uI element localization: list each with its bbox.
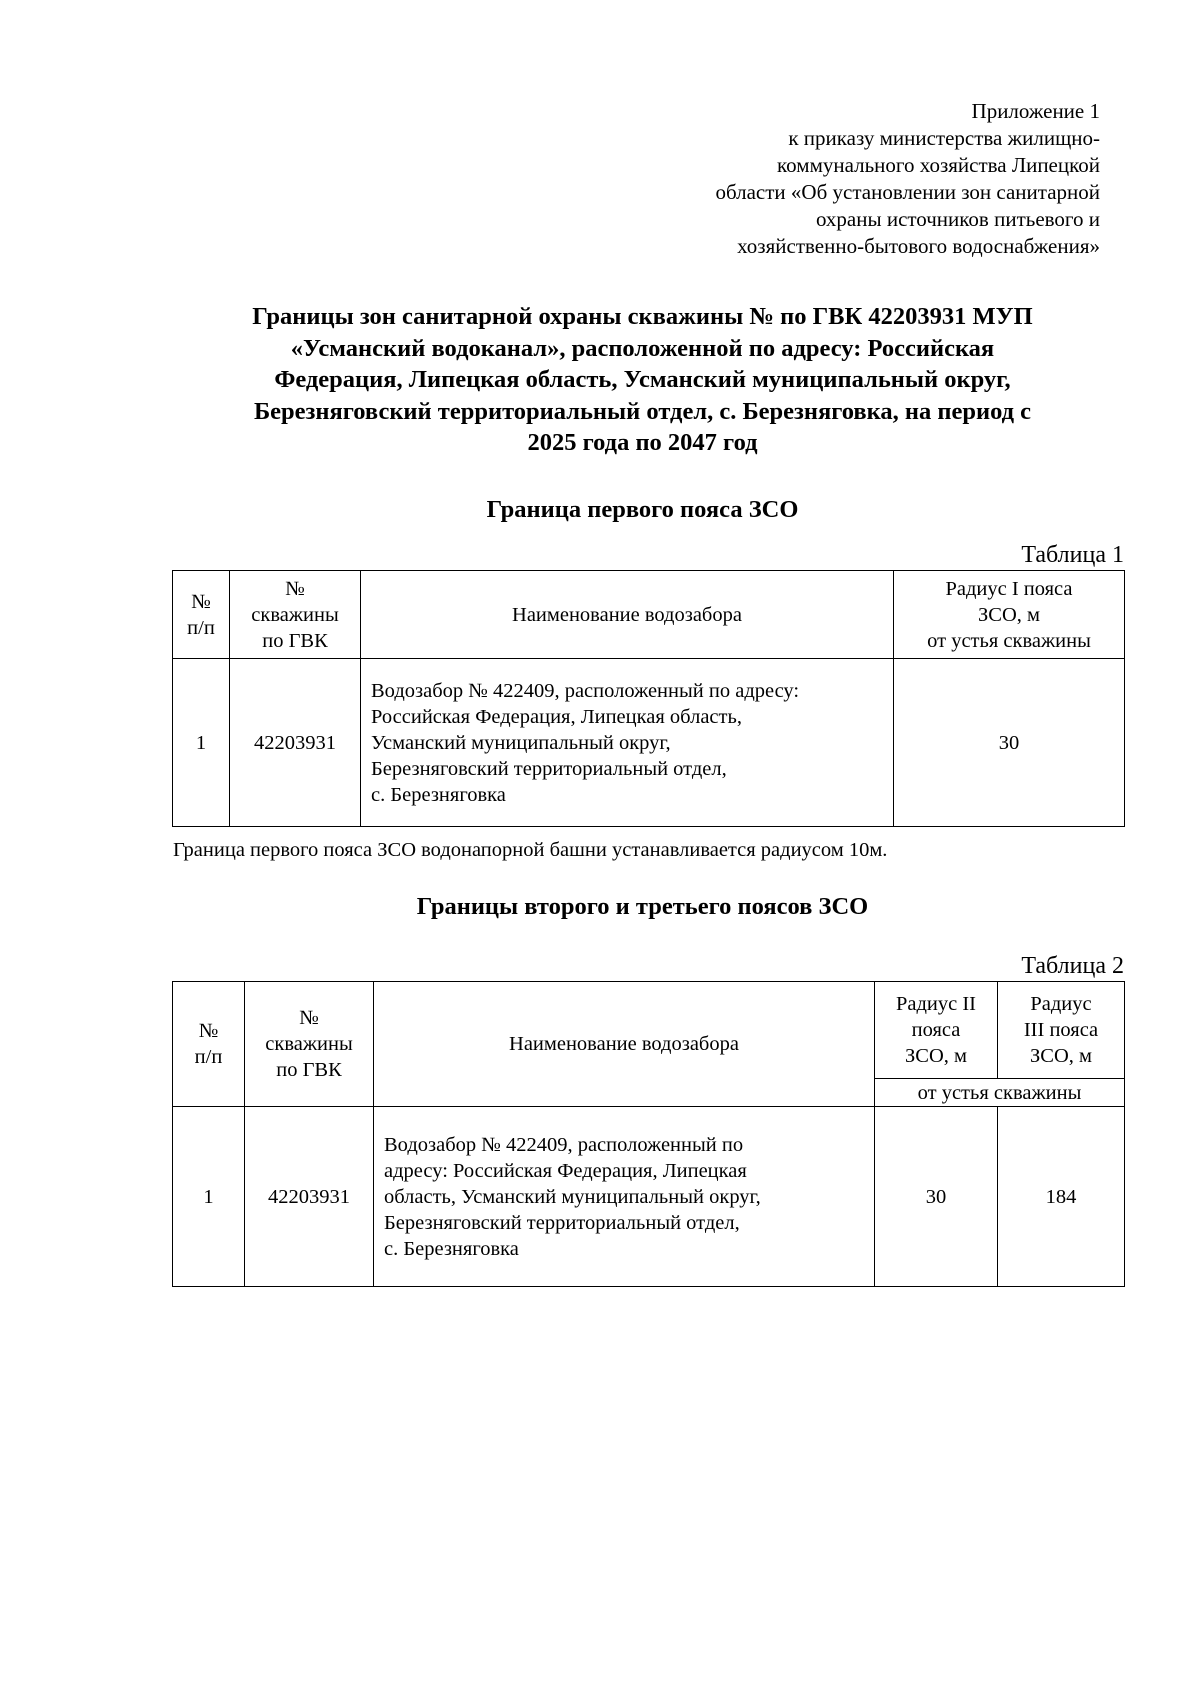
cell-num: 1 bbox=[173, 1107, 245, 1287]
document-title bbox=[160, 301, 1125, 459]
cell-well: 42203931 bbox=[245, 1107, 374, 1287]
header-from-wellhead: от устья скважины bbox=[875, 1079, 1125, 1107]
cell-name: Водозабор № 422409, расположенный по адресу: Российская Федерация, Липецкая область, Усманский муниципальный округ, Березняговский территориальный отдел, с. Березняговка bbox=[361, 659, 894, 827]
table-row bbox=[173, 659, 1125, 827]
header-well: № скважины по ГВК bbox=[230, 571, 361, 659]
cell-num: 1 bbox=[173, 659, 230, 827]
appendix-block bbox=[540, 98, 1100, 260]
table2 bbox=[172, 981, 1125, 1287]
table1-caption: Таблица 1 bbox=[1021, 542, 1124, 568]
appendix-line: к приказу министерства жилищно- bbox=[788, 126, 1100, 150]
header-radius-3: Радиус III пояса ЗСО, м bbox=[998, 982, 1125, 1079]
appendix-line: Приложение 1 bbox=[971, 99, 1100, 123]
table-row bbox=[173, 1107, 1125, 1287]
cell-well: 42203931 bbox=[230, 659, 361, 827]
cell-radius: 30 bbox=[894, 659, 1125, 827]
cell-radius-3: 184 bbox=[998, 1107, 1125, 1287]
appendix-line: коммунального хозяйства Липецкой bbox=[777, 153, 1100, 177]
title-line: Федерация, Липецкая область, Усманский муниципальный округ, bbox=[274, 366, 1011, 393]
section1-heading: Граница первого пояса ЗСО bbox=[486, 496, 799, 523]
appendix-line: охраны источников питьевого и bbox=[815, 207, 1100, 231]
title-line: 2025 года по 2047 год bbox=[527, 429, 758, 456]
table1-header-row bbox=[173, 571, 1125, 659]
header-num: № п/п bbox=[173, 982, 245, 1107]
header-radius-2: Радиус II пояса ЗСО, м bbox=[875, 982, 998, 1079]
table1 bbox=[172, 570, 1125, 827]
section2-heading: Границы второго и третьего поясов ЗСО bbox=[416, 893, 869, 920]
cell-radius-2: 30 bbox=[875, 1107, 998, 1287]
title-line: «Усманский водоканал», расположенной по адресу: Российская bbox=[290, 334, 995, 362]
appendix-line: области «Об установлении зон санитарной bbox=[715, 180, 1100, 204]
header-name: Наименование водозабора bbox=[374, 982, 875, 1107]
title-line: Границы зон санитарной охраны скважины № по ГВК 42203931 МУП bbox=[252, 303, 1033, 330]
table2-caption: Таблица 2 bbox=[1021, 953, 1124, 979]
header-num: № п/п bbox=[173, 571, 230, 659]
appendix-line: хозяйственно-бытового водоснабжения» bbox=[737, 234, 1100, 258]
title-line: Березняговский территориальный отдел, с. Березняговка, на период с bbox=[253, 397, 1032, 425]
header-well: № скважины по ГВК bbox=[245, 982, 374, 1107]
header-radius: Радиус I пояса ЗСО, м от устья скважины bbox=[894, 571, 1125, 659]
header-name: Наименование водозабора bbox=[361, 571, 894, 659]
cell-name: Водозабор № 422409, расположенный по адресу: Российская Федерация, Липецкая область, Усманский муниципальный округ, Березняговский территориальный отдел, с. Березняговка bbox=[374, 1107, 875, 1287]
table1-note: Граница первого пояса ЗСО водонапорной башни устанавливается радиусом 10м. bbox=[173, 839, 888, 861]
table2-header-row bbox=[173, 982, 1125, 1079]
